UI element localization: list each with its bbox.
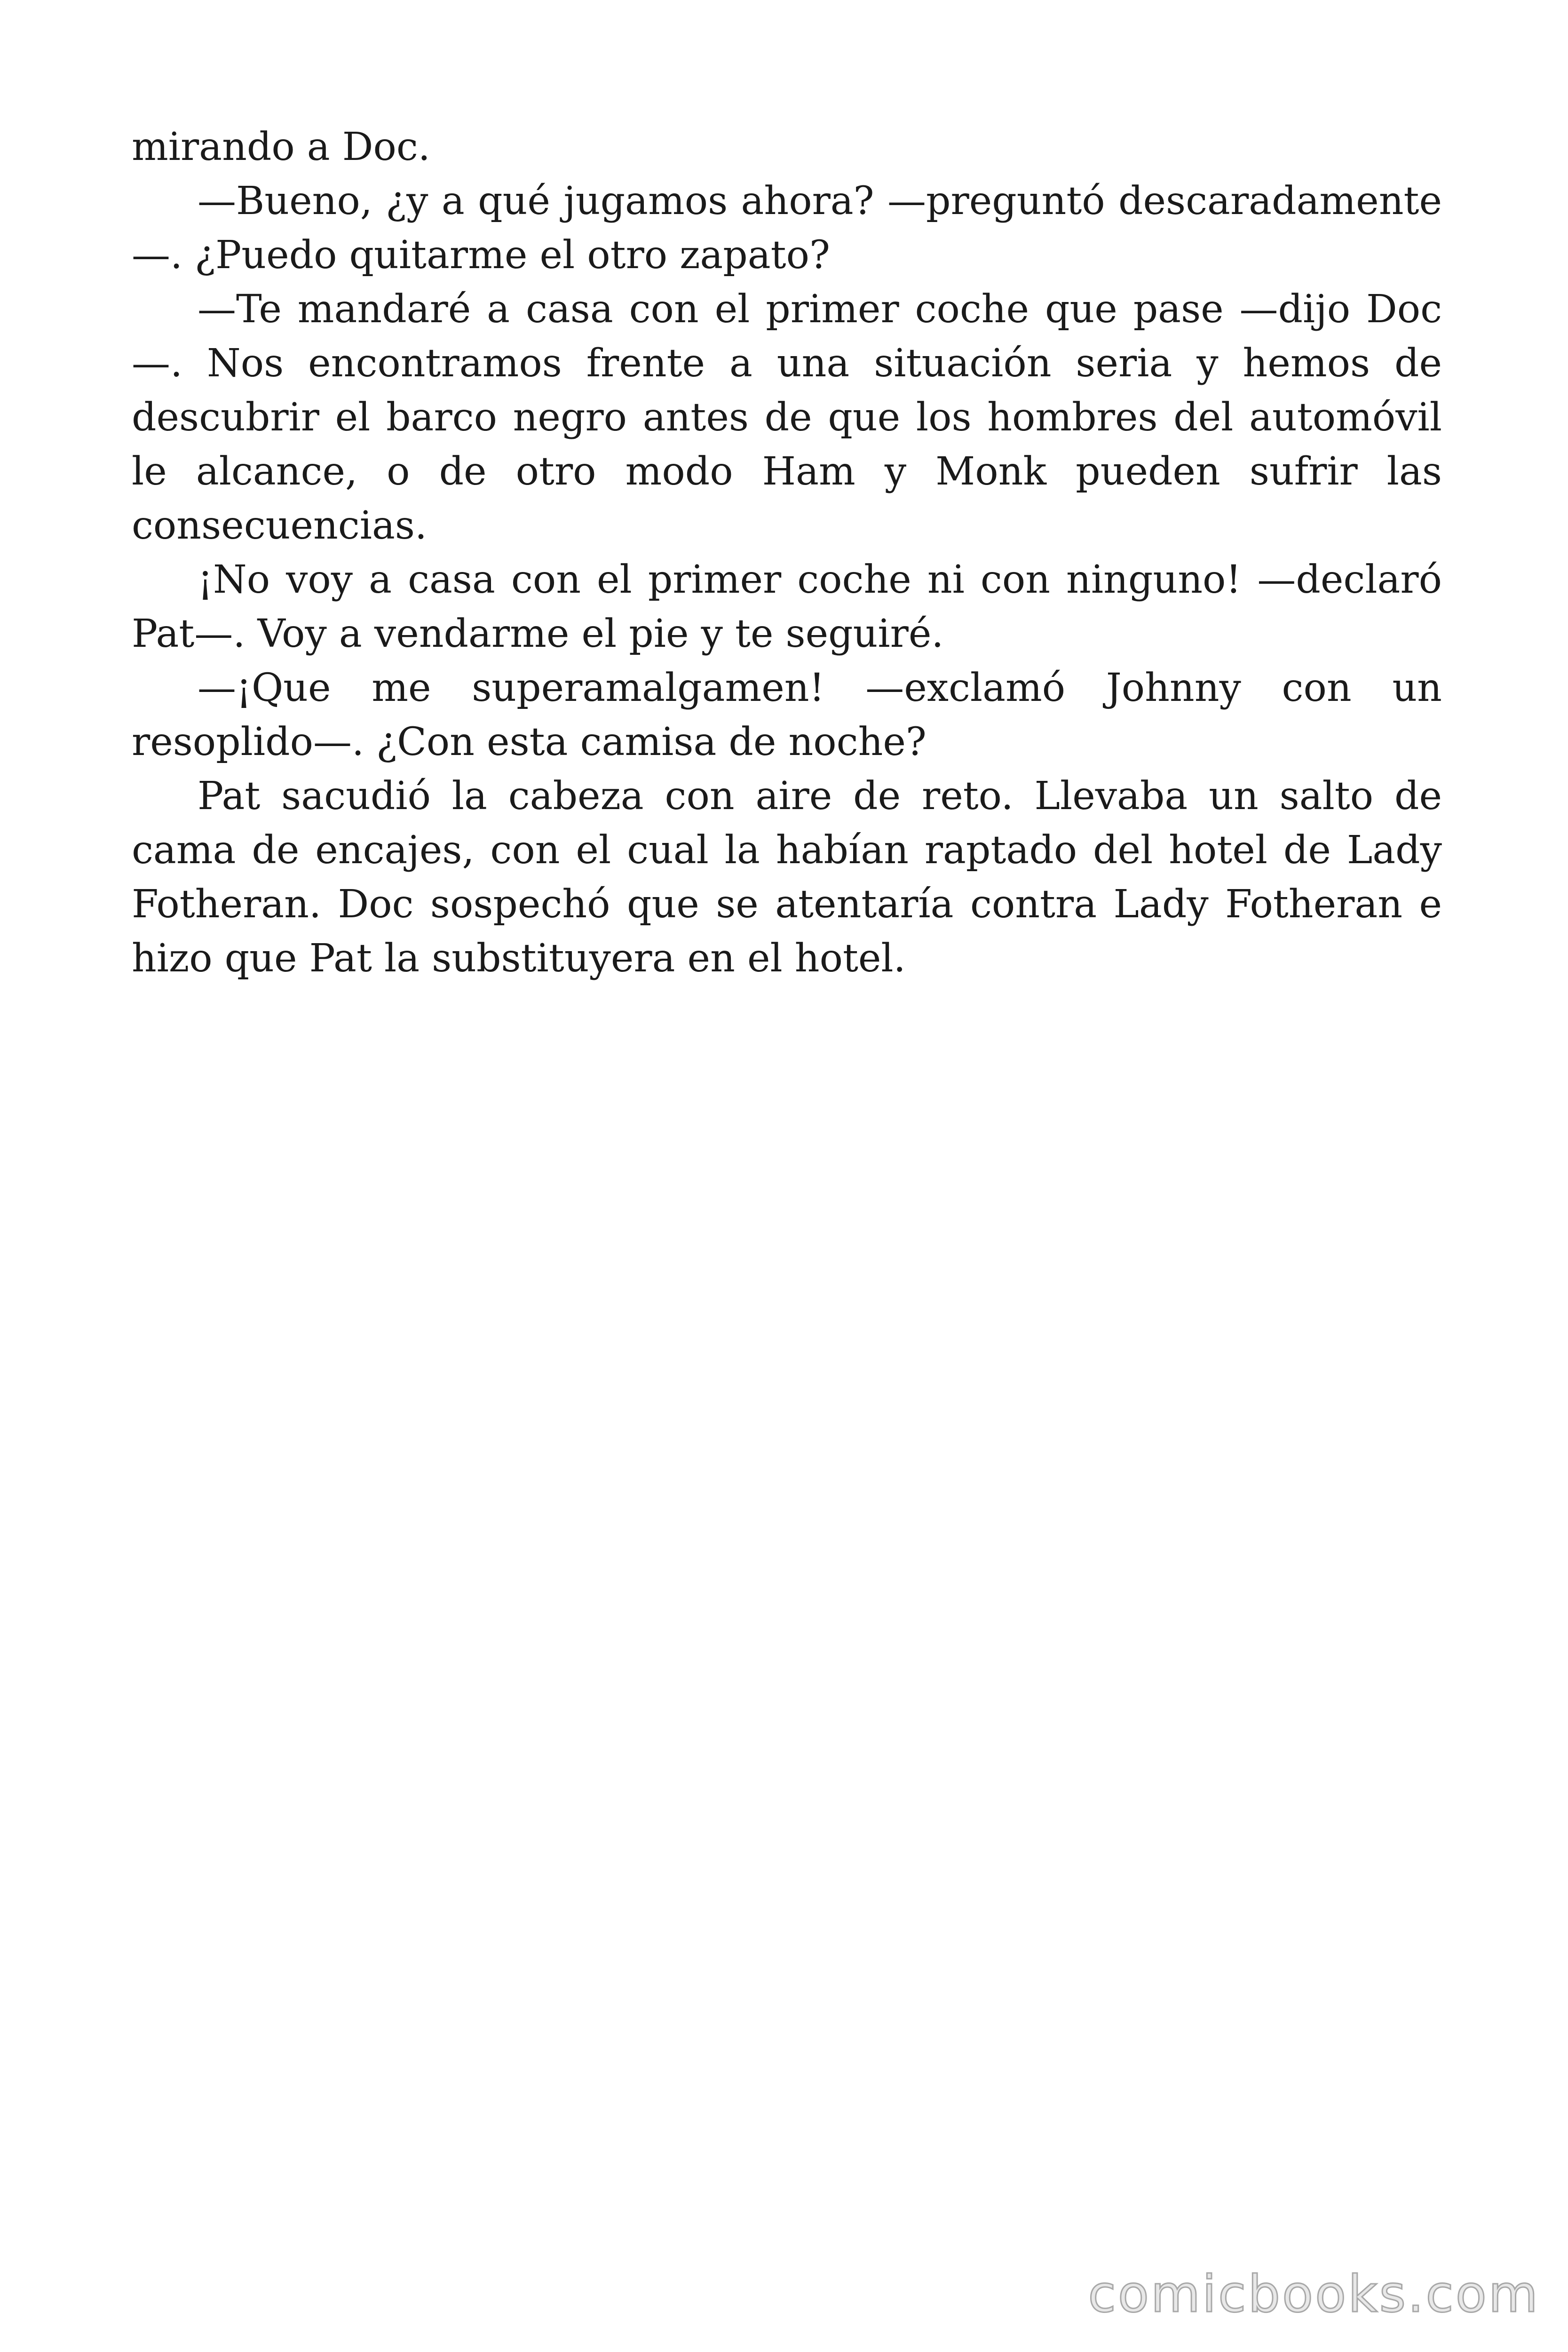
- paragraph: ¡No voy a casa con el primer coche ni con ninguno! —declaró Pat—. Voy a vendarme el pie y te seguiré.: [132, 557, 1442, 656]
- body-text: [132, 120, 1442, 985]
- paragraph: —Bueno, ¿y a qué jugamos ahora? —preguntó descaradamente —. ¿Puedo quitarme el otro zapato?: [132, 179, 1442, 278]
- paragraph: Pat sacudió la cabeza con aire de reto. Llevaba un salto de cama de encajes, con el cual la habían raptado del hotel de Lady Fotheran. Doc sospechó que se atentaría contra Lady Fotheran e hizo que Pat la substituyera en el hotel.: [132, 774, 1442, 981]
- watermark: comicbooks.com: [1088, 2265, 1540, 2324]
- paragraph: —¡Que me superamalgamen! —exclamó Johnny con un resoplido—. ¿Con esta camisa de noche?: [132, 666, 1442, 764]
- paragraph: —Te mandaré a casa con el primer coche que pase —dijo Doc—. Nos encontramos frente a una situación seria y hemos de descubrir el barco negro antes de que los hombres del automóvil le alcance, o de otro modo Ham y Monk pueden sufrir las consecuencias.: [132, 287, 1442, 548]
- paragraph: mirando a Doc.: [132, 125, 430, 169]
